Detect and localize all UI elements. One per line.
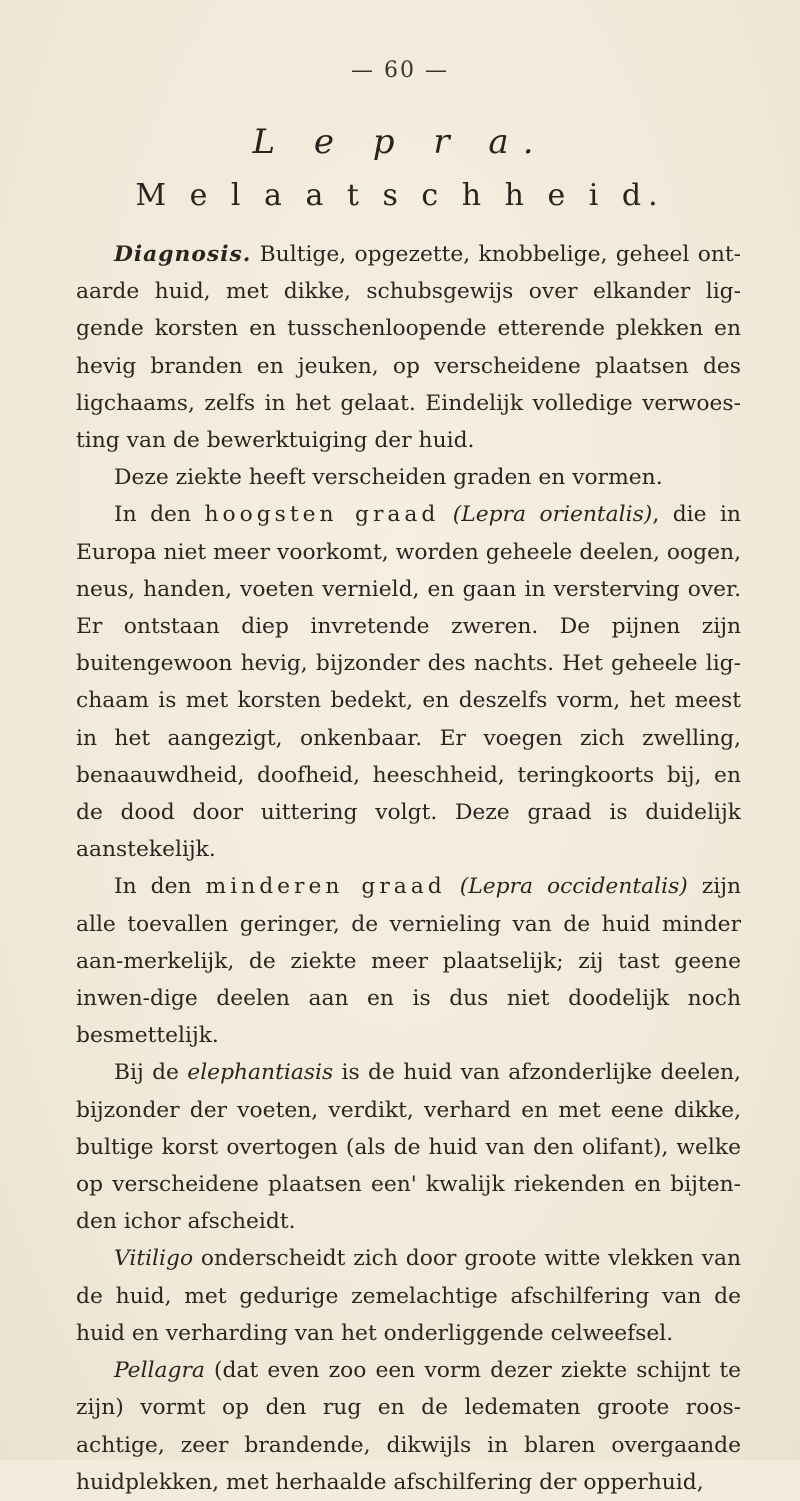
paragraph-elephantiasis [76,1054,741,1240]
highest-grade-pre: In den [114,502,205,528]
lesser-grade-pre: In den [114,874,206,900]
lesser-grade-emph: minderen graad [205,874,446,900]
paragraph-highest-grade [76,496,741,868]
paragraph-diagnosis [76,236,741,459]
pellagra-term: Pellagra [114,1358,205,1384]
highest-grade-text: , die in Europa niet meer voorkomt, worden geheele deelen, oogen, neus, handen, voeten vernield, en gaan in versterving over. Er ontstaan diep invretende zweren. De pijnen zijn buitengewoon hevig, bijzonder des nachts. Het geheele lig-chaam is met korsten bedekt, en deszelfs vorm, het meest in het aangezigt, onkenbaar. Er voegen zich zwelling, benaauwdheid, doofheid, heeschheid, teringkoorts bij, en de dood door uittering volgt. Deze graad is duidelijk aanstekelijk. [76,502,741,863]
paragraph-pellagra [76,1352,741,1501]
paragraph-grades [76,459,741,496]
vitiligo-term: Vitiligo [114,1246,194,1272]
grades-text: Deze ziekte heeft verscheiden graden en vormen. [114,465,663,491]
highest-grade-emph: hoogsten graad [204,502,440,528]
lepra-orientalis: (Lepra orientalis) [452,502,653,528]
diagnosis-heading: Diagnosis. [114,242,252,267]
vitiligo-text: onderscheidt zich door groote witte vlekken van de huid, met gedurige zemelachtige afschilfering van de huid en verharding van het onderliggende celweefsel. [76,1246,741,1346]
page-title: L e p r a. [252,122,548,162]
lesser-grade-text: zijn alle toevallen geringer, de vernieling van de huid minder aan-merkelijk, de ziekte meer plaatselijk; zij tast geene inwen-dige deelen aan en is dus niet doodelijk noch besmettelijk. [76,874,742,1049]
paragraph-vitiligo [76,1240,741,1352]
elephantiasis-text: is de huid van afzonderlijke deelen, bijzonder der voeten, verdikt, verhard en met eene dikke, bultige korst overtogen (als de huid van den olifant), welke op verscheidene plaatsen een' kwalijk riekenden en bijten-den ichor afscheidt. [76,1060,741,1235]
diagnosis-text: Bultige, opgezette, knobbelige, geheel ont-aarde huid, met dikke, schubsgewijs over elkander lig-gende korsten en tusschenloopende etterende plekken en hevig branden en jeuken, op verscheidene plaatsen des ligchaams, zelfs in het gelaat. Eindelijk volledige verwoes-ting van de bewerktuiging der huid. [76,242,741,454]
pellagra-text: (dat even zoo een vorm dezer ziekte schijnt te zijn) vormt op den rug en de ledematen groote roos-achtige, zeer brandende, dikwijls in blaren overgaande huidplekken, met herhaalde afschilfering der opperhuid, [76,1358,741,1495]
page-subtitle: M e l a a t s c h h e i d. [135,178,665,213]
lepra-occidentalis: (Lepra occidentalis) [459,874,688,900]
elephantiasis-pre: Bij de [114,1060,188,1086]
elephantiasis-term: elephantiasis [187,1060,334,1086]
page-number: — 60 — [351,58,449,83]
paragraph-lesser-grade [76,868,741,1054]
body-text [76,236,741,1501]
